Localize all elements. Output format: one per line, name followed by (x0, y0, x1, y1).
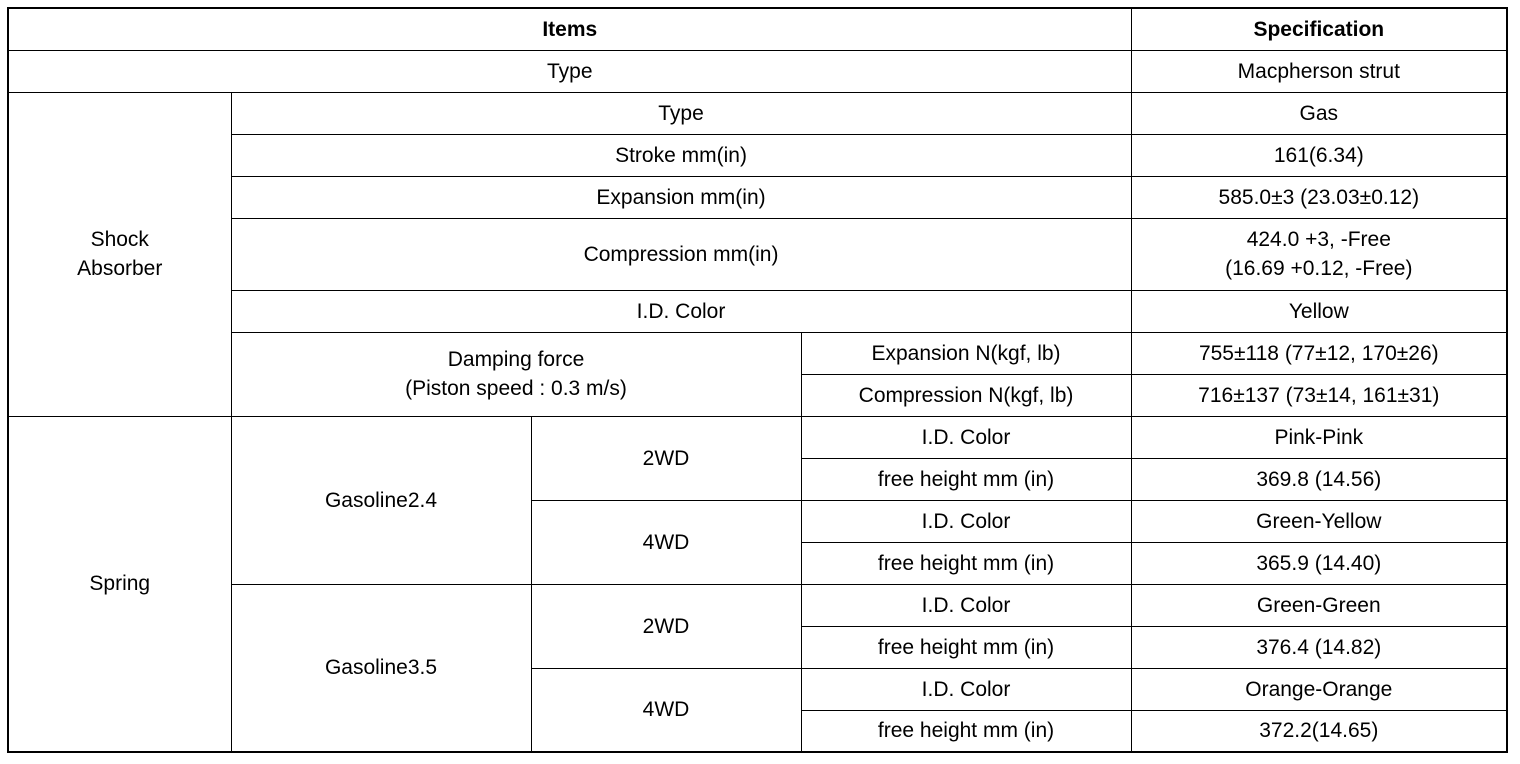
table-row (8, 176, 1507, 218)
shock-type-value: Gas (1131, 92, 1507, 134)
shock-absorber-label-line2: Absorber (77, 257, 163, 280)
free-height-label: free height mm (in) (801, 710, 1131, 752)
free-height-value: 372.2(14.65) (1131, 710, 1507, 752)
compression-value-line1: 424.0 +3, -Free (1246, 228, 1391, 251)
id-color-label: I.D. Color (801, 416, 1131, 458)
stroke-value: 161(6.34) (1131, 134, 1507, 176)
expansion-value: 585.0±3 (23.03±0.12) (1131, 176, 1507, 218)
drive-label: 2WD (531, 416, 801, 500)
free-height-value: 369.8 (14.56) (1131, 458, 1507, 500)
engine-label: Gasoline3.5 (231, 584, 531, 752)
id-color-label: I.D. Color (801, 584, 1131, 626)
drive-label: 4WD (531, 500, 801, 584)
id-color-value: Orange-Orange (1131, 668, 1507, 710)
table-row (8, 50, 1507, 92)
engine-label: Gasoline2.4 (231, 416, 531, 584)
free-height-label: free height mm (in) (801, 542, 1131, 584)
damping-expansion-label: Expansion N(kgf, lb) (801, 332, 1131, 374)
table-row (8, 290, 1507, 332)
type-value: Macpherson strut (1131, 50, 1507, 92)
stroke-label: Stroke mm(in) (231, 134, 1131, 176)
shock-id-color-label: I.D. Color (231, 290, 1131, 332)
shock-absorber-label (8, 92, 231, 416)
drive-label: 4WD (531, 668, 801, 752)
spring-label: Spring (8, 416, 231, 752)
free-height-value: 376.4 (14.82) (1131, 626, 1507, 668)
table-row (8, 584, 1507, 626)
specification-header: Specification (1131, 8, 1507, 50)
free-height-label: free height mm (in) (801, 626, 1131, 668)
header-row (8, 8, 1507, 50)
damping-force-label (231, 332, 801, 416)
table-row (8, 134, 1507, 176)
compression-label: Compression mm(in) (231, 218, 1131, 290)
drive-label: 2WD (531, 584, 801, 668)
items-header: Items (8, 8, 1131, 50)
free-height-label: free height mm (in) (801, 458, 1131, 500)
shock-id-color-value: Yellow (1131, 290, 1507, 332)
shock-absorber-label-line1: Shock (90, 228, 149, 251)
compression-value (1131, 218, 1507, 290)
table-row (8, 416, 1507, 458)
shock-type-label: Type (231, 92, 1131, 134)
damping-compression-value: 716±137 (73±14, 161±31) (1131, 374, 1507, 416)
damping-expansion-value: 755±118 (77±12, 170±26) (1131, 332, 1507, 374)
id-color-value: Green-Yellow (1131, 500, 1507, 542)
specification-table (7, 7, 1508, 753)
compression-value-line2: (16.69 +0.12, -Free) (1225, 257, 1413, 280)
damping-force-label-line1: Damping force (447, 348, 585, 371)
type-label: Type (8, 50, 1131, 92)
free-height-value: 365.9 (14.40) (1131, 542, 1507, 584)
expansion-label: Expansion mm(in) (231, 176, 1131, 218)
id-color-value: Pink-Pink (1131, 416, 1507, 458)
table-row (8, 218, 1507, 290)
damping-compression-label: Compression N(kgf, lb) (801, 374, 1131, 416)
id-color-label: I.D. Color (801, 500, 1131, 542)
id-color-label: I.D. Color (801, 668, 1131, 710)
table-row (8, 92, 1507, 134)
id-color-value: Green-Green (1131, 584, 1507, 626)
damping-force-label-line2: (Piston speed : 0.3 m/s) (405, 377, 627, 400)
table-row (8, 332, 1507, 374)
